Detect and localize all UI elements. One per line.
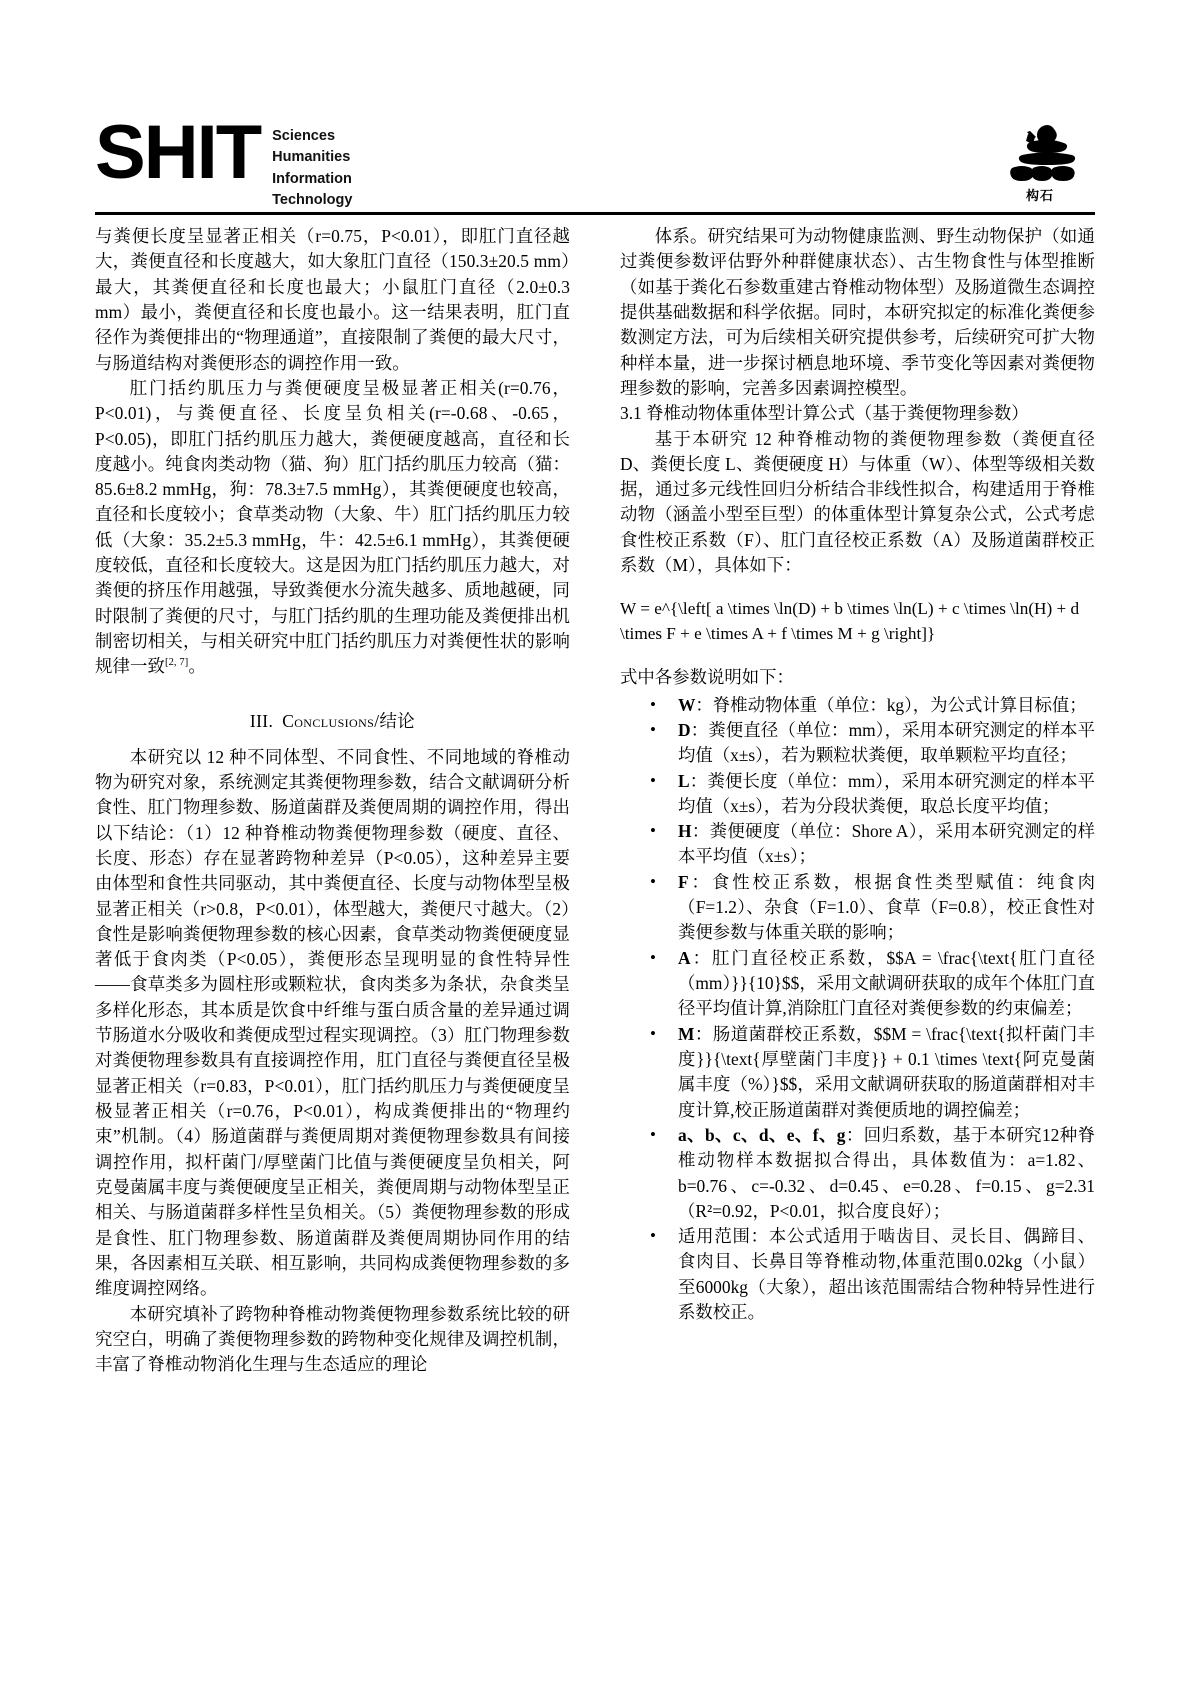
stacked-stones-cairn-icon [1003, 122, 1077, 184]
left-column [95, 224, 570, 1377]
publisher-logo [985, 122, 1095, 204]
logo-expansion-line-3: Information [272, 170, 352, 187]
section-title-en: Conclusions [282, 710, 375, 731]
list-item [678, 1123, 1095, 1224]
param-separator: ： [695, 694, 713, 715]
param-symbol: M [678, 1023, 695, 1044]
logo-expansion-line-4: Technology [272, 191, 353, 208]
paragraph-continuation: 与粪便长度呈显著正相关（r=0.75，P<0.01），即肛门直径越大，粪便直径和长度越大，如大象肛门直径（150.3±20.5 mm）最大，其粪便直径和长度也最大；小鼠肛门直径（2.0±0.3 mm）最小，粪便直径和长度也最小。这一结果表明，肛门直径作为粪便排出的“物理通道”，直接限制了粪便的最大尺寸，与肠道结构对粪便形态的调控作用一致。 [95, 226, 570, 373]
param-description: 粪便硬度（单位：Shore A），采用本研究测定的样本平均值（x±s）； [678, 821, 1095, 867]
param-separator: ： [688, 871, 712, 892]
subsection-heading-formula: 3.1 脊椎动物体重体型计算公式（基于粪便物理参数） [620, 403, 1029, 424]
param-description: 脊椎动物体重（单位：kg），为公式计算目标值； [712, 694, 1087, 715]
parameter-definition-list [620, 693, 1095, 1326]
list-item [678, 870, 1095, 946]
article-body [95, 224, 1095, 1377]
param-separator: ： [845, 1124, 864, 1145]
section-number: III. [249, 710, 274, 731]
list-item [678, 1224, 1095, 1325]
param-separator: ： [691, 821, 710, 842]
list-item [678, 718, 1095, 769]
masthead [95, 110, 1095, 208]
param-symbol: a、b、c、d、e、f、g [678, 1124, 846, 1145]
journal-logo-expansion [272, 126, 352, 211]
list-item [678, 946, 1095, 1022]
weight-formula: W = e^{\left[ a \times \ln(D) + b \times \ln(L) + c \times \ln(H) + d \times F + e \times A + f \times M + g \right]} [620, 599, 1080, 644]
publisher-name: 构石 [1025, 189, 1054, 204]
param-description: 粪便长度（单位：mm），采用本研究测定的样本平均值（x±s），若为分段状粪便，取总长度平均值； [678, 770, 1095, 816]
paragraph-formula-intro: 基于本研究 12 种脊椎动物的粪便物理参数（粪便直径 D、粪便长度 L、粪便硬度 H）与体重（W）、体型等级相关数据，通过多元线性回归分析结合非线性拟合，构建适用于脊椎动物（涵盖小型至巨型）的体重体型计算复杂公式，公式考虑食性校正系数（F）、肛门直径校正系数（A）及肠道菌群校正系数（M），具体如下： [620, 428, 1095, 576]
citation-reference: [2, 7] [164, 657, 189, 669]
paragraph-text: 肛门括约肌压力与粪便硬度呈极显著正相关(r=0.76，P<0.01)，与粪便直径、长度呈负相关(r=-0.68、-0.65，P<0.05)，即肛门括约肌压力越大，粪便硬度越高，直径和长度越小。纯食肉类动物（猫、狗）肛门括约肌压力较高（猫：85.6±8.2 mmHg，狗：78.3±7.5 mmHg），其粪便硬度也较高，直径和长度较小；食草类动物（大象、牛）肛门括约肌压力较低（大象：35.2±5.3 mmHg，牛：42.5±6.1 mmHg），其粪便硬度较低，直径和长度较大。这是因为肛门括约肌压力越大，对粪便的挤压作用越强，导致粪便水分流失越多、质地越硬，同时限制了粪便的尺寸，与肛门括约肌的生理功能及粪便排出机制密切相关，与相关研究中肛门括约肌压力对粪便性状的影响规律一致 [95, 377, 570, 677]
paragraph-terminator: 。 [188, 656, 206, 677]
section-title-cn: 结论 [379, 710, 416, 731]
param-description: 肠道菌群校正系数，$$M = \frac{\text{拟杆菌门丰度}}{\text{厚壁菌门丰度}} + 0.1 \times \text{阿克曼菌属丰度（%）}$$，采用文献调研获取的肠道菌群相对丰度计算,校正肠道菌群对粪便质地的调控偏差； [678, 1023, 1095, 1120]
param-separator: ： [694, 1023, 713, 1044]
masthead-rule [95, 212, 1095, 215]
section-separator: / [374, 710, 380, 731]
list-item [678, 1022, 1095, 1123]
paragraph-significance: 本研究填补了跨物种脊椎动物粪便物理参数系统比较的研究空白，明确了粪便物理参数的跨物种变化规律及调控机制，丰富了脊椎动物消化生理与生态适应的理论 [95, 1303, 570, 1375]
param-symbol: W [678, 694, 696, 715]
paragraph-sphincter-pressure [95, 376, 570, 680]
paragraph-applications: 体系。研究结果可为动物健康监测、野生动物保护（如通过粪便参数评估野外种群健康状态）、古生物食性与体型推断（如基于粪化石参数重建古脊椎动物体型）及肠道微生态调控提供基础数据和科学依据。同时，本研究拟定的标准化粪便参数测定方法，可为后续相关研究提供参考，后续研究可扩大物种样本量，进一步探讨栖息地环境、季节变化等因素对粪便物理参数的影响，完善多因素调控模型。 [620, 226, 1095, 398]
list-item [678, 819, 1095, 870]
logo-expansion-line-2: Humanities [272, 149, 351, 166]
param-separator: ： [690, 947, 712, 968]
paragraph-conclusions-list: 本研究以 12 种不同体型、不同食性、不同地域的脊椎动物为研究对象，系统测定其粪便物理参数，结合文献调研分析食性、肛门物理参数、肠道菌群及粪便周期的调控作用，得出以下结论：（1）12 种脊椎动物粪便物理参数（硬度、直径、长度、形态）存在显著跨物种差异（P<0.05），这种差异主要由体型和食性共同驱动，其中粪便直径、长度与动物体型呈极显著正相关（r>0.8，P<0.01），体型越大，粪便尺寸越大。（2）食性是影响粪便物理参数的核心因素，食草类动物粪便硬度显著低于食肉类（P<0.05），粪便形态呈现明显的食性特异性——食草类多为圆柱形或颗粒状，食肉类多为条状，杂食类呈多样化形态，其本质是饮食中纤维与蛋白质含量的差异通过调节肠道水分吸收和粪便成型过程实现调控。（3）肛门物理参数对粪便物理参数具有直接调控作用，肛门直径与粪便直径呈极显著正相关（r=0.83，P<0.01），肛门括约肌压力与粪便硬度呈极显著正相关（r=0.76，P<0.01），构成粪便排出的“物理约束”机制。（4）肠道菌群与粪便周期对粪便物理参数具有间接调控作用，拟杆菌门/厚壁菌门比值与粪便硬度呈负相关，阿克曼菌属丰度与粪便硬度呈正相关，粪便周期与动物体型呈正相关、与肠道菌群多样性呈负相关。（5）粪便物理参数的形成是食性、肛门物理参数、肠道菌群及粪便周期协同作用的结果，各因素相互关联、相互影响，共同构成粪便物理参数的多维度调控网络。 [95, 746, 570, 1299]
param-separator: ： [690, 719, 709, 740]
param-symbol: L [678, 770, 690, 791]
parameter-list-lead-in: 式中各参数说明如下： [620, 667, 794, 688]
param-symbol: D [678, 719, 691, 740]
right-column [620, 224, 1095, 1377]
param-symbol: A [678, 947, 691, 968]
journal-logo-wordmark: SHIT [95, 110, 261, 195]
param-description: 肛门直径校正系数，$$A = \frac{\text{肛门直径（mm）}}{10}$$，采用文献调研获取的成年个体肛门直径平均值计算,消除肛门直径对粪便参数的约束偏差； [678, 947, 1095, 1019]
logo-expansion-line-1: Sciences [272, 128, 336, 144]
list-item [678, 769, 1095, 820]
param-description: 回归系数，基于本研究12种脊椎动物样本数据拟合得出，具体数值为：a=1.82、b=0.76、c=-0.32、d=0.45、e=0.28、f=0.15、g=2.31（R²=0.92，P<0.01，拟合度良好）； [678, 1124, 1095, 1221]
section-heading-conclusions [95, 707, 570, 732]
param-separator: ： [689, 770, 708, 791]
param-symbol: F [678, 871, 689, 892]
param-description: 食性校正系数，根据食性类型赋值：纯食肉（F=1.2）、杂食（F=1.0）、食草（F=0.8），校正食性对粪便参数与体重关联的影响； [678, 871, 1095, 943]
list-item [678, 693, 1095, 718]
journal-logo [95, 110, 353, 211]
param-symbol: H [678, 821, 692, 842]
param-description: 粪便直径（单位：mm），采用本研究测定的样本平均值（x±s），若为颗粒状粪便，取单颗粒平均直径； [678, 719, 1095, 766]
param-description: 适用范围：本公式适用于啮齿目、灵长目、偶蹄目、食肉目、长鼻目等脊椎动物,体重范围0.02kg（小鼠）至6000kg（大象），超出该范围需结合物种特异性进行系数校正。 [678, 1226, 1095, 1323]
